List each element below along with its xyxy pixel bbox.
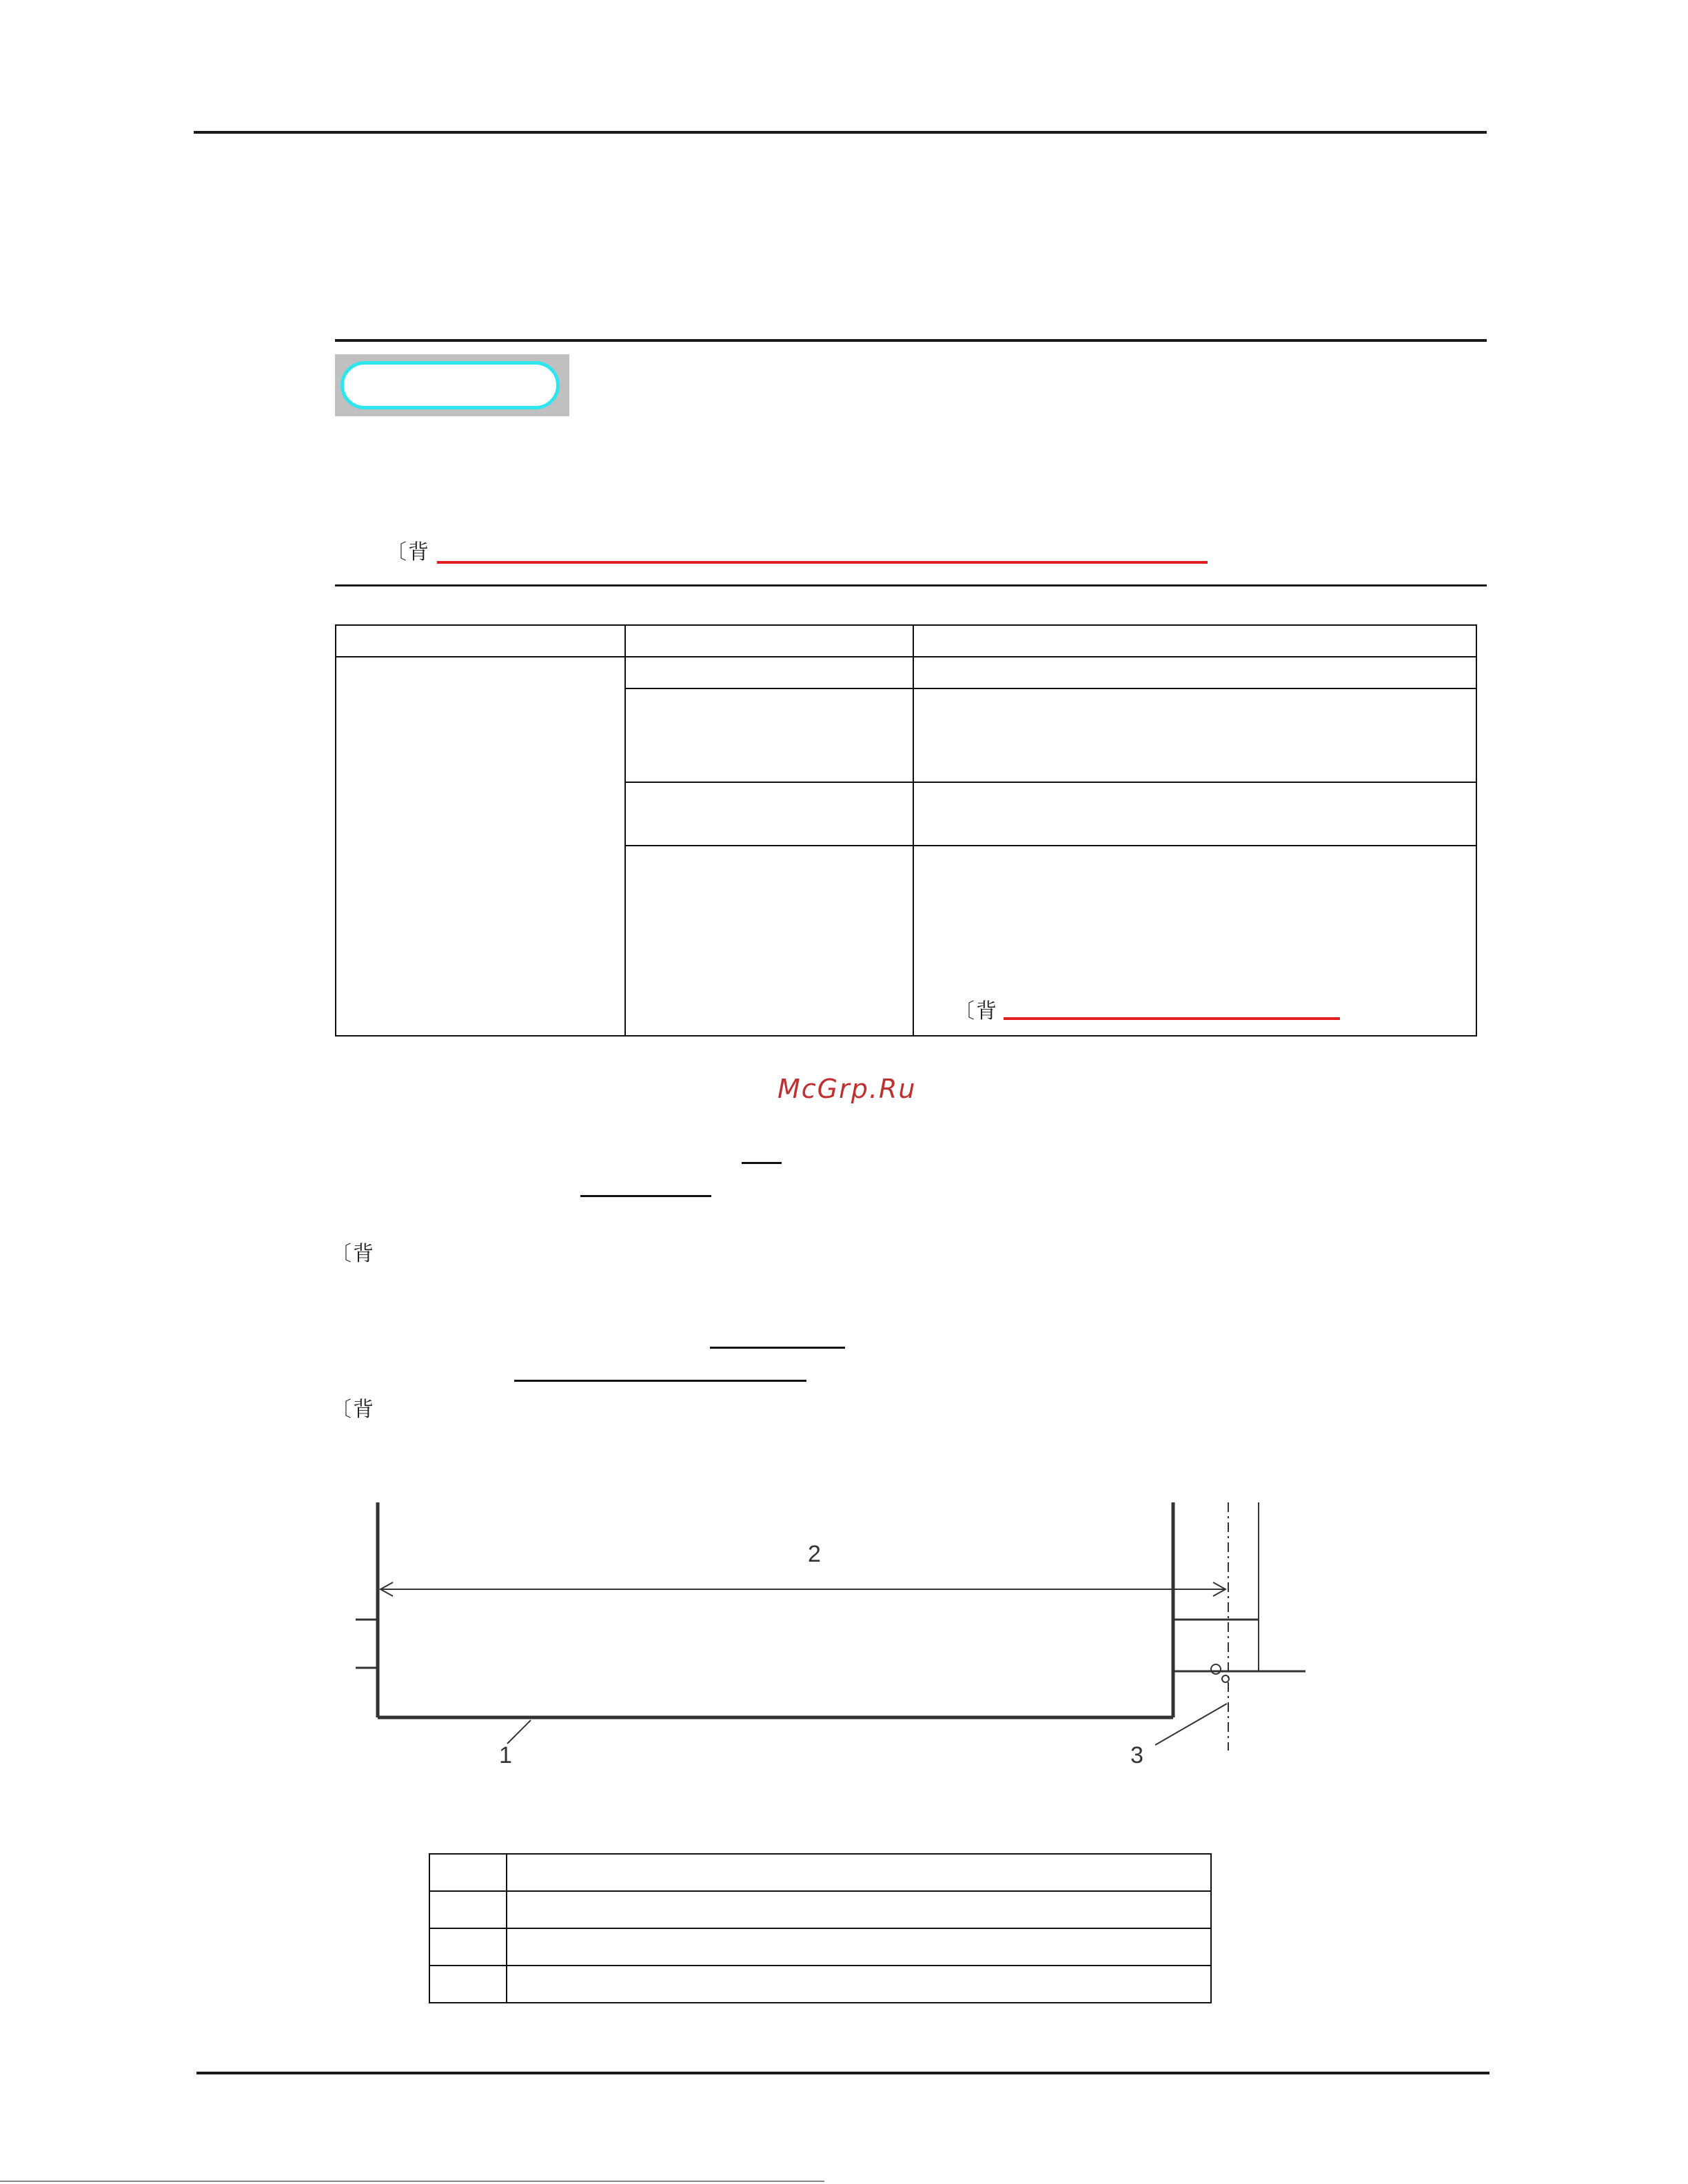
- table-row: [429, 1966, 1211, 2003]
- footer-rule: [196, 2072, 1489, 2074]
- header-rule: [194, 131, 1487, 134]
- table-cell: [625, 846, 913, 1036]
- table-cell: [507, 1966, 1211, 2003]
- table-cell: [429, 1928, 507, 1966]
- leader-line: [1155, 1704, 1227, 1745]
- table-row: [429, 1891, 1211, 1928]
- reference-marker: 〔背: [386, 540, 430, 564]
- text-underline: [742, 1162, 782, 1164]
- table-cell: [913, 688, 1476, 782]
- section-badge: [335, 354, 569, 416]
- table-cell: [507, 1854, 1211, 1891]
- text-underline: [514, 1380, 806, 1382]
- table-cell: [625, 688, 913, 782]
- dimension-diagram: [345, 1502, 1323, 1792]
- section-badge-pill: [340, 361, 560, 409]
- table-row: [429, 1854, 1211, 1891]
- table-cell: [625, 782, 913, 846]
- table-row: [336, 657, 1476, 688]
- leader-line: [507, 1720, 531, 1744]
- legend-table: [429, 1853, 1212, 2003]
- reference-marker: 〔背: [331, 1398, 375, 1422]
- table-row: [429, 1928, 1211, 1966]
- table-cell: [336, 657, 625, 1036]
- table-cell: [429, 1891, 507, 1928]
- table-cell: [625, 625, 913, 657]
- table-cell: [913, 782, 1476, 846]
- table-cell: [429, 1854, 507, 1891]
- table-cell: [429, 1966, 507, 2003]
- table-cell: [336, 625, 625, 657]
- diagram-label-2: 2: [808, 1541, 821, 1567]
- reference-link-underline[interactable]: [437, 561, 1208, 564]
- text-underline: [580, 1195, 711, 1197]
- table-cell: [507, 1928, 1211, 1966]
- table-cell: [913, 846, 1476, 1036]
- section-top-rule: [335, 339, 1487, 342]
- table-cell: [913, 625, 1476, 657]
- reference-marker: 〔背: [331, 1242, 375, 1266]
- table-cell: [507, 1891, 1211, 1928]
- pivot-circle: [1211, 1664, 1221, 1674]
- reference-link-underline[interactable]: [1004, 1017, 1340, 1020]
- section-bottom-rule: [335, 584, 1487, 586]
- bottom-edge-line: [0, 2181, 824, 2182]
- table-row: [336, 625, 1476, 657]
- diagram-label-1: 1: [499, 1742, 512, 1768]
- table-cell: [625, 657, 913, 688]
- table-cell: [913, 657, 1476, 688]
- spec-table: [335, 624, 1477, 1037]
- watermark: McGrp.Ru: [777, 1074, 917, 1104]
- diagram-label-3: 3: [1130, 1742, 1143, 1768]
- reference-marker: 〔背: [954, 999, 998, 1023]
- text-underline: [710, 1347, 845, 1349]
- pivot-circle: [1222, 1675, 1229, 1682]
